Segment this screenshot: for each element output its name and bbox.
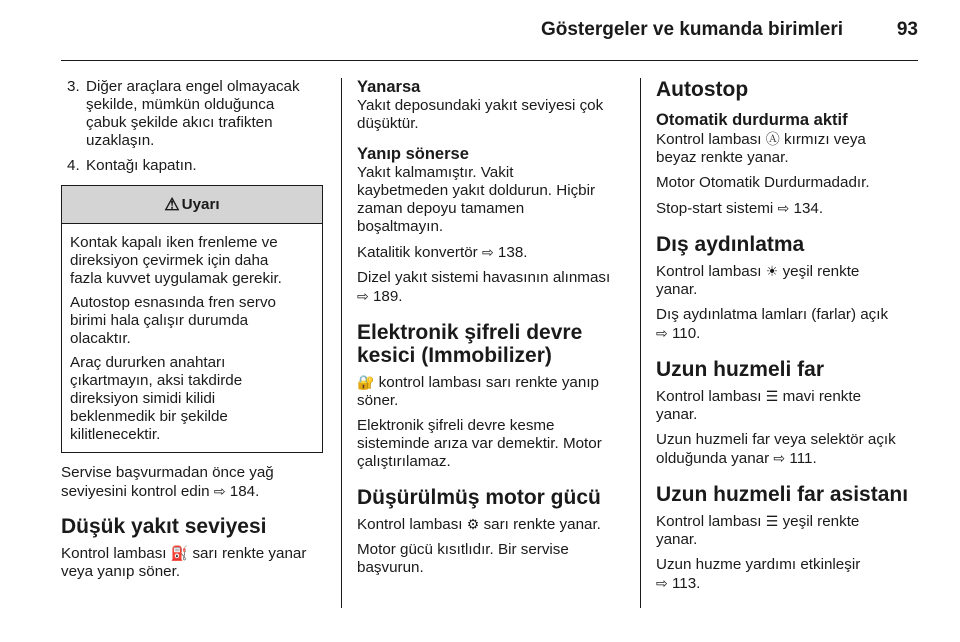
high-beam-assist-icon: ☰ bbox=[765, 513, 779, 529]
column-divider bbox=[640, 78, 641, 608]
paragraph bbox=[656, 130, 916, 167]
text-fragment: Kontrol lambası bbox=[656, 388, 762, 405]
warning-body bbox=[62, 224, 322, 452]
text-fragment: Kontrol lambası bbox=[656, 263, 762, 280]
text-line: Motor gücü kısıtlıdır. Bir servise bbox=[357, 541, 569, 558]
paragraph bbox=[357, 515, 622, 534]
warning-paragraph bbox=[70, 234, 314, 288]
engine-power-icon: ⚙ bbox=[466, 516, 480, 532]
text-line: birimi hala çalışır durumda bbox=[70, 312, 249, 329]
paragraph bbox=[656, 387, 916, 424]
text-fragment: mavi renkte bbox=[782, 388, 862, 405]
text-line: Uzun huzme yardımı etkinleşir bbox=[656, 556, 861, 573]
heading-line: kesici (Immobilizer) bbox=[357, 344, 552, 367]
text-line: Autostop esnasında fren servo bbox=[70, 294, 277, 311]
section-heading bbox=[357, 321, 622, 367]
text-fragment: Kontrol lambası bbox=[357, 516, 463, 533]
text-line: yanar. bbox=[656, 531, 698, 548]
step-text bbox=[86, 78, 323, 150]
section-heading: Uzun huzmeli far asistanı bbox=[656, 483, 909, 506]
text-line: Yakıt kalmamıştır. Vakit bbox=[357, 164, 514, 181]
exterior-light-icon: ☀ bbox=[765, 263, 779, 279]
paragraph bbox=[656, 199, 916, 218]
paragraph bbox=[656, 306, 916, 343]
column-2 bbox=[357, 78, 622, 584]
column-1 bbox=[61, 78, 323, 588]
text-fragment: olduğunda yanar bbox=[656, 450, 770, 467]
page-ref-icon: ⇨ bbox=[213, 483, 226, 499]
text-fragment: Kontrol lambası bbox=[656, 513, 762, 530]
text-line: başvurun. bbox=[357, 559, 424, 576]
paragraph bbox=[357, 164, 622, 236]
text-line: çalıştırılamaz. bbox=[357, 453, 451, 470]
paragraph bbox=[357, 417, 622, 471]
sub-heading: Yanarsa bbox=[357, 78, 421, 96]
paragraph bbox=[357, 373, 622, 410]
sub-heading: Yanıp sönerse bbox=[357, 145, 469, 163]
paragraph bbox=[357, 97, 622, 133]
page-ref-link[interactable]: 110. bbox=[671, 325, 701, 342]
text-line: Servise başvurmadan önce yağ bbox=[61, 464, 274, 481]
text-line: Diğer araçlara engel olmayacak bbox=[86, 78, 300, 95]
heading-line: Elektronik şifreli devre bbox=[357, 321, 583, 344]
page-ref-link[interactable]: 111. bbox=[789, 450, 817, 467]
text-line: boşaltmayın. bbox=[357, 218, 444, 235]
autostop-a-icon: Ⓐ bbox=[765, 131, 780, 147]
text-line: Elektronik şifreli devre kesme bbox=[357, 417, 555, 434]
text-line: yanar. bbox=[656, 281, 698, 298]
page-ref-link[interactable]: 138. bbox=[497, 244, 528, 261]
text-line: Dış aydınlatma lamları (farlar) açık bbox=[656, 306, 889, 323]
text-fragment: Kontrol lambası bbox=[656, 131, 762, 148]
fuel-pump-icon: ⛽ bbox=[170, 545, 189, 561]
text-line: çabuk şekilde akıcı trafikten bbox=[86, 114, 273, 131]
text-line: Kontağı kapatın. bbox=[86, 157, 197, 174]
text-line: kilitlenecektir. bbox=[70, 426, 161, 443]
header-title: Göstergeler ve kumanda birimleri bbox=[540, 19, 843, 40]
text-fragment: kontrol lambası sarı renkte yanıp bbox=[378, 374, 599, 391]
warning-header bbox=[62, 186, 322, 224]
section-heading: Uzun huzmeli far bbox=[656, 358, 825, 381]
list-item bbox=[61, 157, 323, 175]
text-line: olacaktır. bbox=[70, 330, 131, 347]
text-line: çıkartmayın, aksi takdirde bbox=[70, 372, 243, 389]
warning-paragraph bbox=[70, 354, 314, 444]
section-heading: Dış aydınlatma bbox=[656, 233, 805, 256]
text-line: yanar. bbox=[656, 406, 698, 423]
text-line: Kontak kapalı iken frenleme ve bbox=[70, 234, 278, 251]
text-line: düşüktür. bbox=[357, 115, 419, 132]
paragraph bbox=[357, 243, 622, 262]
text-fragment: sarı renkte yanar. bbox=[483, 516, 601, 533]
text-line: fazla kuvvet uygulamak gerekir. bbox=[70, 270, 282, 287]
text-fragment: yeşil renkte bbox=[782, 513, 860, 530]
text-line: sisteminde arıza var demektir. Motor bbox=[357, 435, 602, 452]
text-line: Araç dururken anahtarı bbox=[70, 354, 226, 371]
text-fragment: kırmızı veya bbox=[784, 131, 866, 148]
text-line: söner. bbox=[357, 392, 399, 409]
section-heading: Autostop bbox=[656, 78, 749, 101]
page-ref-icon: ⇨ bbox=[656, 325, 668, 341]
header-rule bbox=[61, 60, 918, 61]
column-3 bbox=[656, 78, 916, 600]
page-ref-icon: ⇨ bbox=[656, 575, 668, 591]
sub-heading: Otomatik durdurma aktif bbox=[656, 111, 848, 129]
text-fragment: Katalitik konvertör bbox=[357, 244, 478, 261]
text-line: direksiyon simidi kilidi bbox=[70, 390, 216, 407]
warning-paragraph bbox=[70, 294, 314, 348]
page-ref-link[interactable]: 189. bbox=[372, 288, 403, 305]
text-line: veya yanıp söner. bbox=[61, 563, 181, 580]
page-ref-link[interactable]: 113. bbox=[671, 575, 701, 592]
page-ref-icon: ⇨ bbox=[481, 244, 494, 260]
page-ref-link[interactable]: 184. bbox=[229, 483, 260, 500]
page-ref-icon: ⇨ bbox=[773, 450, 786, 466]
paragraph bbox=[656, 262, 916, 299]
paragraph: Motor Otomatik Durdurmadadır. bbox=[656, 174, 870, 191]
text-fragment: sarı renkte yanar bbox=[192, 545, 307, 562]
text-fragment: Kontrol lambası bbox=[61, 545, 167, 562]
step-number: 3. bbox=[67, 78, 80, 95]
text-line: şekilde, mümkün olduğunca bbox=[86, 96, 275, 113]
paragraph bbox=[357, 269, 622, 306]
text-line: uzaklaşın. bbox=[86, 132, 155, 149]
list-item bbox=[61, 78, 323, 150]
key-lock-icon: 🔐 bbox=[357, 374, 375, 390]
warning-box bbox=[61, 185, 323, 453]
warning-triangle-icon: ⚠ bbox=[164, 194, 180, 214]
page-ref-icon: ⇨ bbox=[777, 200, 790, 216]
step-number: 4. bbox=[67, 157, 80, 174]
text-line: direksiyon çevirmek için daha bbox=[70, 252, 269, 269]
text-line: beklenmedik bir şekilde bbox=[70, 408, 228, 425]
text-line: Yakıt deposundaki yakıt seviyesi çok bbox=[357, 97, 604, 114]
high-beam-icon: ☰ bbox=[765, 388, 779, 404]
page-ref-link[interactable]: 134. bbox=[793, 200, 824, 217]
low-fuel-paragraph bbox=[61, 544, 323, 581]
paragraph bbox=[656, 431, 916, 468]
paragraph bbox=[357, 541, 622, 577]
service-paragraph bbox=[61, 464, 323, 501]
text-line: seviyesini kontrol edin bbox=[61, 483, 210, 500]
page-number: 93 bbox=[896, 19, 918, 40]
warning-title: Uyarı bbox=[181, 195, 220, 213]
text-line: Uzun huzmeli far veya selektör açık bbox=[656, 431, 896, 448]
text-line: kaybetmeden yakıt doldurun. Hiçbir bbox=[357, 182, 596, 199]
text-line: beyaz renkte yanar. bbox=[656, 149, 789, 166]
section-heading: Düşürülmüş motor gücü bbox=[357, 486, 601, 509]
column-divider bbox=[341, 78, 342, 608]
text-line: Dizel yakıt sistemi havasının alınması bbox=[357, 269, 611, 286]
section-heading: Düşük yakıt seviyesi bbox=[61, 515, 267, 538]
text-fragment: Stop-start sistemi bbox=[656, 200, 774, 217]
page-ref-icon: ⇨ bbox=[357, 288, 369, 304]
text-fragment: yeşil renkte bbox=[782, 263, 860, 280]
paragraph bbox=[656, 556, 916, 593]
text-line: zaman depoyu tamamen bbox=[357, 200, 525, 217]
paragraph bbox=[656, 512, 916, 549]
step-text bbox=[86, 157, 323, 175]
